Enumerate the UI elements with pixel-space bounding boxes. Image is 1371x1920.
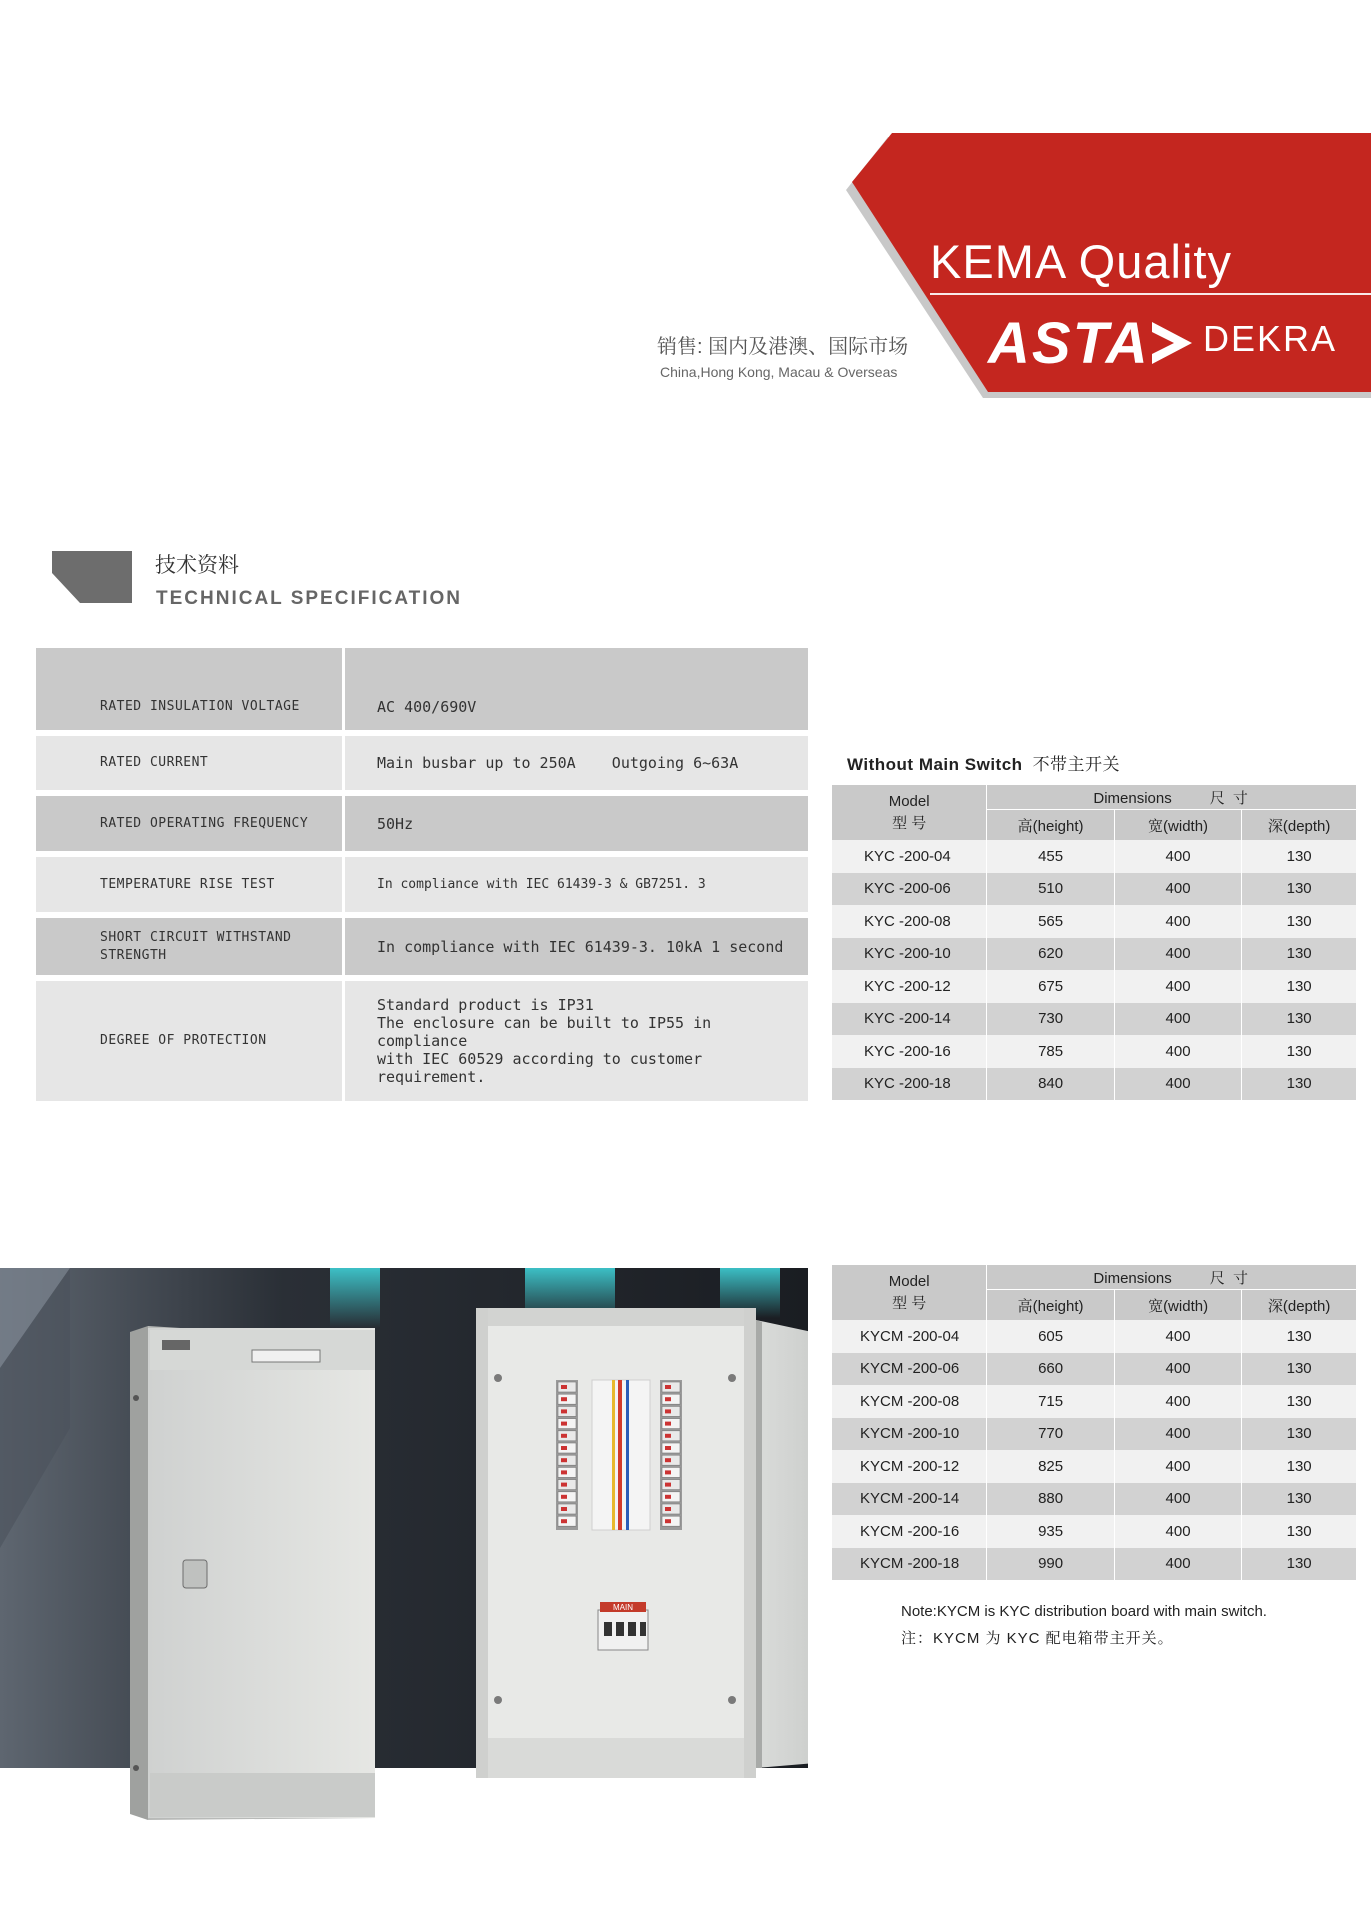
table1-title: [847, 750, 1120, 775]
model-cell: KYCM -200-04: [832, 1320, 987, 1353]
model-cell: KYC -200-06: [832, 873, 987, 906]
spec-value: AC 400/690V: [345, 648, 808, 730]
breaker-toggle: [665, 1446, 671, 1450]
breaker-toggle: [561, 1519, 567, 1523]
breaker-toggle: [561, 1434, 567, 1438]
table-row: [832, 1515, 1356, 1548]
width-cell: 400: [1114, 840, 1241, 873]
height-cell: 880: [987, 1483, 1115, 1516]
breaker-toggle: [665, 1385, 671, 1389]
distribution-board-illustration: [0, 1268, 808, 1828]
table-row: [832, 873, 1356, 906]
table-row: [832, 938, 1356, 971]
table-row: [832, 1320, 1356, 1353]
depth-cell: 130: [1242, 1353, 1356, 1386]
breaker-toggle: [561, 1397, 567, 1401]
width-cell: 400: [1114, 938, 1241, 971]
table-row: [832, 1068, 1356, 1101]
model-cell: KYCM -200-12: [832, 1450, 987, 1483]
model-cell: KYC -200-10: [832, 938, 987, 971]
height-cell: 770: [987, 1418, 1115, 1451]
model-cell: KYC -200-04: [832, 840, 987, 873]
table-row: [832, 1035, 1356, 1068]
width-cell: 400: [1114, 1035, 1241, 1068]
breaker-toggle: [561, 1507, 567, 1511]
table1-title-cn: 不带主开关: [1032, 755, 1121, 774]
breaker-toggle: [561, 1483, 567, 1487]
width-cell: 400: [1114, 1003, 1241, 1036]
breaker-toggle: [665, 1519, 671, 1523]
spec-label: SHORT CIRCUIT WITHSTAND STRENGTH: [36, 918, 342, 975]
table1-title-en: Without Main Switch: [847, 755, 1023, 774]
model-cell: KYCM -200-14: [832, 1483, 987, 1516]
banner-divider: [930, 293, 1371, 295]
table-row: [832, 905, 1356, 938]
dimensions-table-without-main-switch: [832, 785, 1356, 1100]
model-cell: KYC -200-14: [832, 1003, 987, 1036]
spec-row: [36, 918, 808, 975]
width-cell: 400: [1114, 1515, 1241, 1548]
section-title-cn: 技术资料: [155, 554, 239, 577]
table-row: [832, 1450, 1356, 1483]
dimensions-header: [987, 785, 1356, 810]
table-row: [832, 1418, 1356, 1451]
depth-cell: 130: [1242, 1068, 1356, 1101]
spec-value: 50Hz: [345, 796, 808, 851]
table-row: [832, 840, 1356, 873]
dimensions-header-cn: 尺 寸: [1209, 1269, 1250, 1287]
spec-label: RATED CURRENT: [36, 736, 342, 790]
height-cell: 990: [987, 1548, 1115, 1581]
height-header: 高(height): [987, 1290, 1115, 1321]
width-cell: 400: [1114, 970, 1241, 1003]
height-cell: 840: [987, 1068, 1115, 1101]
height-cell: 660: [987, 1353, 1115, 1386]
breaker-toggle: [561, 1495, 567, 1499]
depth-cell: 130: [1242, 873, 1356, 906]
depth-cell: 130: [1242, 840, 1356, 873]
spec-row: [36, 981, 808, 1101]
height-header: 高(height): [987, 810, 1115, 841]
spec-label: RATED OPERATING FREQUENCY: [36, 796, 342, 851]
breaker-toggle: [665, 1495, 671, 1499]
sales-market-cn: 销售: 国内及港澳、国际市场: [657, 336, 909, 358]
table-row: [832, 1353, 1356, 1386]
depth-cell: 130: [1242, 1418, 1356, 1451]
spec-row: [36, 736, 808, 790]
width-cell: 400: [1114, 873, 1241, 906]
product-photo: [0, 1268, 808, 1768]
width-cell: 400: [1114, 905, 1241, 938]
section-tab-icon: [52, 551, 132, 603]
depth-cell: 130: [1242, 938, 1356, 971]
asta-logo: ASTA: [988, 311, 1150, 376]
height-cell: 565: [987, 905, 1115, 938]
table-row: [832, 1548, 1356, 1581]
dimensions-header: [987, 1265, 1356, 1290]
depth-cell: 130: [1242, 1035, 1356, 1068]
height-cell: 825: [987, 1450, 1115, 1483]
dimensions-header-en: Dimensions: [1093, 789, 1172, 807]
breaker-toggle: [665, 1458, 671, 1462]
model-header: [832, 785, 987, 840]
table-row: [832, 1483, 1356, 1516]
depth-cell: 130: [1242, 1320, 1356, 1353]
depth-header: 深(depth): [1242, 1290, 1356, 1321]
table-row: [832, 1385, 1356, 1418]
model-header-en: Model: [888, 1272, 930, 1290]
breaker-toggle: [561, 1458, 567, 1462]
breaker-toggle: [665, 1434, 671, 1438]
depth-cell: 130: [1242, 905, 1356, 938]
breaker-toggle: [561, 1409, 567, 1413]
breaker-toggle: [665, 1483, 671, 1487]
note-en: Note:KYCM is KYC distribution board with main switch.: [901, 1603, 1267, 1620]
breaker-toggle: [665, 1470, 671, 1474]
breaker-toggle: [561, 1446, 567, 1450]
model-cell: KYC -200-08: [832, 905, 987, 938]
model-cell: KYCM -200-10: [832, 1418, 987, 1451]
height-cell: 605: [987, 1320, 1115, 1353]
depth-cell: 130: [1242, 1450, 1356, 1483]
model-header-en: Model: [888, 792, 930, 810]
dekra-arrow-icon: [1152, 322, 1192, 364]
model-cell: KYC -200-12: [832, 970, 987, 1003]
section-title-en: TECHNICAL SPECIFICATION: [156, 588, 463, 609]
model-cell: KYCM -200-16: [832, 1515, 987, 1548]
width-cell: 400: [1114, 1418, 1241, 1451]
model-cell: KYC -200-16: [832, 1035, 987, 1068]
height-cell: 715: [987, 1385, 1115, 1418]
width-cell: 400: [1114, 1320, 1241, 1353]
width-cell: 400: [1114, 1548, 1241, 1581]
breaker-toggle: [561, 1422, 567, 1426]
breaker-toggle: [665, 1507, 671, 1511]
height-cell: 785: [987, 1035, 1115, 1068]
width-cell: 400: [1114, 1450, 1241, 1483]
depth-cell: 130: [1242, 970, 1356, 1003]
sales-market-en: China,Hong Kong, Macau & Overseas: [660, 364, 898, 380]
height-cell: 730: [987, 1003, 1115, 1036]
note-cn: 注：KYCM 为 KYC 配电箱带主开关。: [901, 1630, 1174, 1647]
height-cell: 620: [987, 938, 1115, 971]
spec-value: In compliance with IEC 61439-3 & GB7251. 3: [345, 857, 808, 912]
width-header: 宽(width): [1114, 1290, 1241, 1321]
breaker-toggle: [665, 1397, 671, 1401]
spec-table: [36, 648, 808, 1107]
model-cell: KYC -200-18: [832, 1068, 987, 1101]
width-header: 宽(width): [1114, 810, 1241, 841]
spec-label: RATED INSULATION VOLTAGE: [36, 648, 342, 730]
table-row: [832, 1003, 1356, 1036]
model-header-cn: 型 号: [892, 814, 927, 832]
spec-label: DEGREE OF PROTECTION: [36, 981, 342, 1101]
height-cell: 935: [987, 1515, 1115, 1548]
width-cell: 400: [1114, 1068, 1241, 1101]
spec-row: [36, 796, 808, 851]
width-cell: 400: [1114, 1353, 1241, 1386]
width-cell: 400: [1114, 1483, 1241, 1516]
header-banner: [0, 0, 1371, 400]
height-cell: 675: [987, 970, 1115, 1003]
main-breaker-label: MAIN: [613, 1603, 633, 1612]
spec-value: Main busbar up to 250A Outgoing 6~63A: [345, 736, 808, 790]
breaker-toggle: [561, 1385, 567, 1389]
spec-value: Standard product is IP31 The enclosure can be built to IP55 in compliance with IEC 60529 according to customer requirement.: [345, 981, 808, 1101]
dimensions-header-en: Dimensions: [1093, 1269, 1172, 1287]
dimensions-header-cn: 尺 寸: [1209, 789, 1250, 807]
model-header-cn: 型 号: [892, 1294, 927, 1312]
height-cell: 510: [987, 873, 1115, 906]
model-cell: KYCM -200-06: [832, 1353, 987, 1386]
model-cell: KYCM -200-08: [832, 1385, 987, 1418]
depth-cell: 130: [1242, 1385, 1356, 1418]
table-row: [832, 970, 1356, 1003]
spec-row: [36, 648, 808, 730]
dimensions-table-with-main-switch: [832, 1265, 1356, 1580]
spec-label: TEMPERATURE RISE TEST: [36, 857, 342, 912]
height-cell: 455: [987, 840, 1115, 873]
depth-cell: 130: [1242, 1515, 1356, 1548]
depth-cell: 130: [1242, 1483, 1356, 1516]
breaker-toggle: [561, 1470, 567, 1474]
breaker-toggle: [665, 1422, 671, 1426]
depth-cell: 130: [1242, 1548, 1356, 1581]
model-cell: KYCM -200-18: [832, 1548, 987, 1581]
model-header: [832, 1265, 987, 1320]
spec-value: In compliance with IEC 61439-3. 10kA 1 second: [345, 918, 808, 975]
depth-cell: 130: [1242, 1003, 1356, 1036]
width-cell: 400: [1114, 1385, 1241, 1418]
kema-quality-text: KEMA Quality: [930, 235, 1232, 288]
breaker-toggle: [665, 1409, 671, 1413]
spec-row: [36, 857, 808, 912]
dekra-logo: DEKRA: [1203, 318, 1338, 359]
depth-header: 深(depth): [1242, 810, 1356, 841]
